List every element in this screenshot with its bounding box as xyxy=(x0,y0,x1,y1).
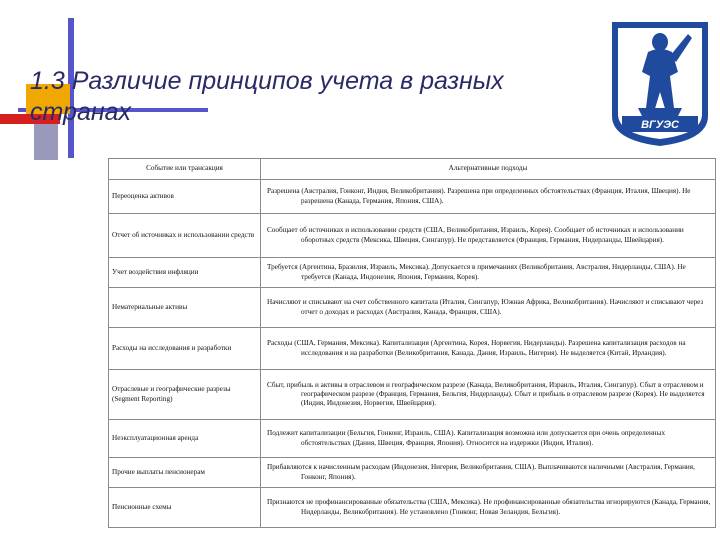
event-cell: Отчет об источниках и использовании средств xyxy=(109,214,261,258)
table-row xyxy=(109,288,716,328)
slide-title: 1.3 Различие принципов учета в разных странах xyxy=(30,67,504,126)
table-row xyxy=(109,258,716,288)
approach-cell: Прибавляются к начисленным расходам (Индонезия, Нигерия, Великобритания, США). Выплачиваются наличными (Австралия, Германия, Гонконг, Япония). xyxy=(261,458,716,488)
approach-cell: Начисляют и списывают на счет собственного капитала (Италия, Сингапур, Южная Африка, Великобритания). Начисляют и списывают через отчет о доходах и расходах (Австралия, Канада, Франция, США). xyxy=(261,288,716,328)
approach-cell: Сбыт, прибыль и активы в отраслевом и географическом разрезе (Канада, Великобритания, Израиль, Италия, Сингапур). Сбыт в отраслевом и географическом разрезе (Франция, Германия, Бельгия, Нидерланды). Сбыт и прибыль в отраслевом разрезе (Корея). Не выделяется (Индия, Индонезия, Норвегия, Швейцария). xyxy=(261,370,716,420)
event-cell: Нематериальные активы xyxy=(109,288,261,328)
event-cell: Отраслевые и географические разрезы (Segment Reporting) xyxy=(109,370,261,420)
approach-cell: Требуется (Аргентина, Бразилия, Израиль, Мексика). Допускается в примечаниях (Великобритания, Австралия, Нидерланды, США). Не требуется (Канада, Индонезия, Япония, Германия, Корея). xyxy=(261,258,716,288)
event-cell: Неэксплуатационная аренда xyxy=(109,420,261,458)
university-logo xyxy=(608,12,712,148)
approach-cell: Расходы (США, Германия, Мексика). Капитализация (Аргентина, Корея, Норвегия, Нидерланды). Разрешена капитализация расходов на исследования и на разработки (Великобритания, Канада, Дания, Израиль, Нигерия). Не выделяется (Китай, Ирландия). xyxy=(261,328,716,370)
approach-cell: Сообщает об источниках и использовании средств (США, Великобритания, Израиль, Корея). Сообщает об источниках и использовании оборотных средств (Мексика, Швеция, Сингапур). Не представляется (Франция, Германия, Нидерланды, Швейцария). xyxy=(261,214,716,258)
event-cell: Пенсионные схемы xyxy=(109,488,261,528)
event-cell: Прочие выплаты пенсионерам xyxy=(109,458,261,488)
table-row xyxy=(109,214,716,258)
table-row xyxy=(109,328,716,370)
table-row xyxy=(109,488,716,528)
comparison-table xyxy=(108,158,716,528)
accent-bar-gray xyxy=(34,124,58,160)
approach-cell: Подлежит капитализации (Бельгия, Гонконг, Израиль, США). Капитализация возможна или допускается при очень определенных обстоятельствах (Дания, Швеция, Франция, Япония). Относится на издержки (Индия, Италия). xyxy=(261,420,716,458)
table-row xyxy=(109,458,716,488)
approach-cell: Признаются не профинансированные обязательства (США, Мексика). Не профинансированные обязательства игнорируются (Канада, Германия, Нидерланды, Великобритания). Не установлено (Гонконг, Новая Зеландия, Бельгия). xyxy=(261,488,716,528)
event-cell: Расходы на исследования и разработки xyxy=(109,328,261,370)
table-row xyxy=(109,370,716,420)
logo-text: ВГУЭС xyxy=(641,119,679,131)
event-cell: Переоценка активов xyxy=(109,180,261,214)
header-event: Событие или трансакция xyxy=(109,159,261,180)
table-row xyxy=(109,180,716,214)
table-header-row xyxy=(109,159,716,180)
table-row xyxy=(109,420,716,458)
event-cell: Учет воздействия инфляции xyxy=(109,258,261,288)
approach-cell: Разрешена (Австралия, Гонконг, Индия, Великобритания). Разрешена при определенных обстоятельствах (Франция, Италия, Швеция). Не разрешена (Канада, Германия, Япония, США). xyxy=(261,180,716,214)
header-approaches: Альтернативные подходы xyxy=(261,159,716,180)
